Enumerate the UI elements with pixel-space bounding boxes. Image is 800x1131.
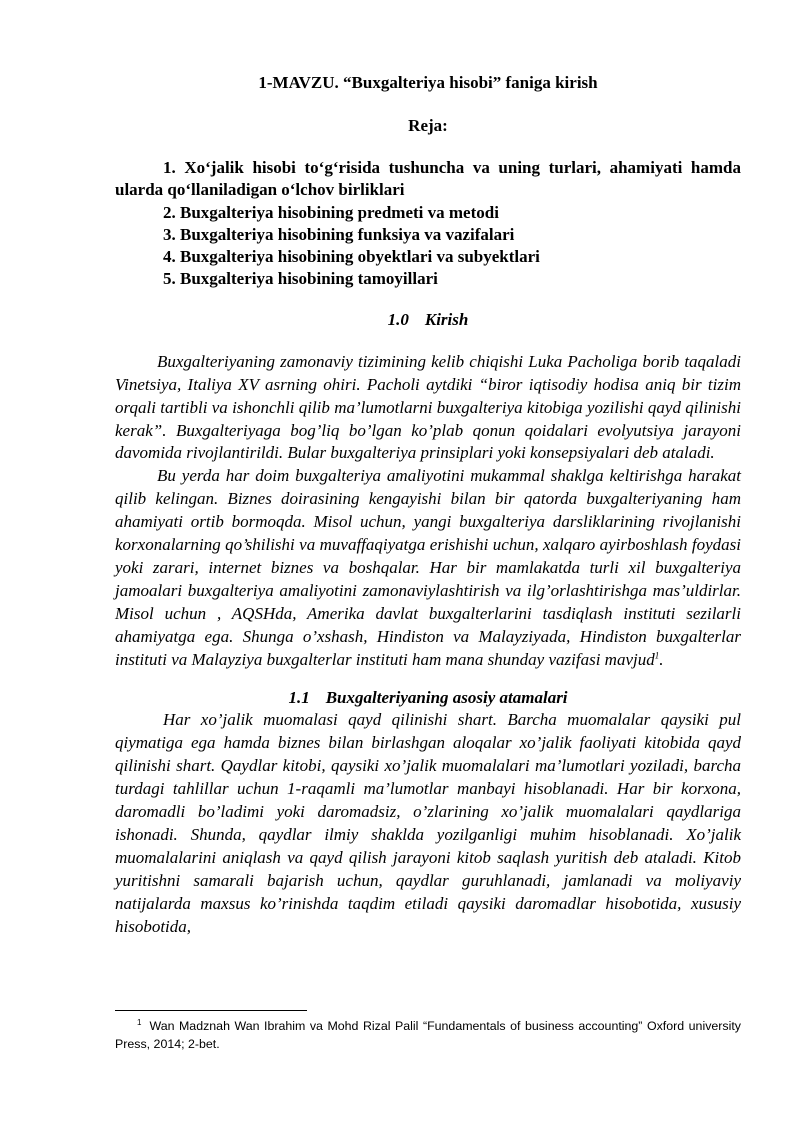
footnote-separator bbox=[115, 1010, 307, 1011]
plan-list bbox=[115, 157, 741, 291]
section-heading-terms bbox=[115, 687, 741, 709]
paragraph-text: Bu yerda har doim buxgalteriya amaliyotini mukammal shaklga keltirishga harakat qilib kelingan. Biznes doirasining kengayishi bilan bir qatorda buxgalteriyaning ham ahamiyati ortib bormoqda. Misol uchun, yangi buxgalteriya darsliklarining rivojlanishi korxonalarning qo’shilishi va muvaffaqiyatga erishishi uchun, xalqaro ayirboshlash foydasi yoki zarari, internet biznes va boshqalar. Har bir mamlakatda turli xil buxgalteriya jamoalari buxgalteriya amaliyotini zamonaviylashtirish va ilg’orlashtirishga mas’uldirlar. Misol uchun , AQSHda, Amerika davlat buxgalterlarini tasdiqlash instituti sezilarli ahamiyatga ega. Shunga o’xshash, Hindiston va Malayziyada, Hindiston buxgalterlar instituti va Malayziya buxgalterlar instituti ham mana shunday vazifasi mavjud bbox=[115, 466, 741, 669]
paragraph-end: . bbox=[659, 649, 664, 669]
body-paragraph bbox=[115, 465, 741, 671]
section-number: 1.1 bbox=[288, 688, 310, 708]
plan-item: 5. Buxgalteriya hisobining tamoyillari bbox=[163, 269, 438, 289]
footnote bbox=[115, 1017, 741, 1053]
plan-item: 4. Buxgalteriya hisobining obyektlari va subyektlari bbox=[163, 247, 540, 267]
body-paragraph: Buxgalteriyaning zamonaviy tizimining kelib chiqishi Luka Pacholiga borib taqaladi Vinetsiya, Italiya XV asrning ohiri. Pacholi aytdiki “biror iqtisodiy hodisa aniq bir tizim orqali tartibli va ishonchli qilib ma’lumotlarni buxgalteriya kitobiga yozilishi qayd qilinishi kerak”. Buxgalteriyaga bog’liq bo’lgan ko’plab qonun qoidalari evolyutsiya jarayoni davomida rivojlantirildi. Bular buxgalteriya prinsiplari yoki konsepsiyalari deb ataladi. bbox=[115, 351, 741, 463]
footnote-marker: 1 bbox=[137, 1017, 142, 1027]
body-paragraph: Har xo’jalik muomalasi qayd qilinishi shart. Barcha muomalalar qaysiki pul qiymatiga ega hamda biznes bilan birlashgan aloqalar xo’jalik faoliyati kitobida qayd qilinishi shart. Qaydlar kitobi, qaysiki xo’jalik muomalalari ma’lumotlari yoziladi, barcha turdagi tahlillar uchun 1-raqamli ma’lumotlar manbayi hisoblanadi. Har bir korxona, daromadli bo’ladimi yoki daromadsiz, o’zlarining xo’jalik muomalalari qaydlariga ishonadi. Shunda, qaydlar ilmiy shaklda yozilganligi muhim hisoblanadi. Xo’jalik muomalalarini aniqlash va qayd qilish jarayoni kitob saqlash yuritish deb ataladi. Kitob yuritishni samarali bajarish uchun, qaydlar guruhlanadi, jamlanadi va moliyaviy natijalarda maxsus ko’rinishda taqdim etiladi qaysiki daromadlar hisobotida, xususiy hisobotida, bbox=[115, 710, 741, 936]
plan-item: 2. Buxgalteriya hisobining predmeti va metodi bbox=[163, 202, 499, 222]
plan-heading: Reja: bbox=[408, 116, 448, 135]
section-title: Buxgalteriyaning asosiy atamalari bbox=[325, 688, 568, 708]
plan-item: 3. Buxgalteriya hisobining funksiya va vazifalari bbox=[163, 224, 515, 244]
section-title: Kirish bbox=[424, 309, 469, 329]
document-page bbox=[115, 72, 741, 939]
section-heading-intro bbox=[115, 309, 741, 331]
footnote-text: Wan Madznah Wan Ibrahim va Mohd Rizal Palil “Fundamentals of business accounting” Oxford university Press, 2014; 2-bet. bbox=[115, 1019, 741, 1051]
section-number: 1.0 bbox=[387, 309, 409, 329]
footnote-reference[interactable]: 1 bbox=[654, 649, 660, 660]
topic-title: 1-MAVZU. “Buxgalteriya hisobi” faniga kirish bbox=[258, 73, 598, 92]
plan-item: 1. Xo‘jalik hisobi to‘g‘risida tushuncha va uning turlari, ahamiyati hamda ularda qo‘llaniladigan o‘lchov birliklari bbox=[115, 158, 741, 200]
